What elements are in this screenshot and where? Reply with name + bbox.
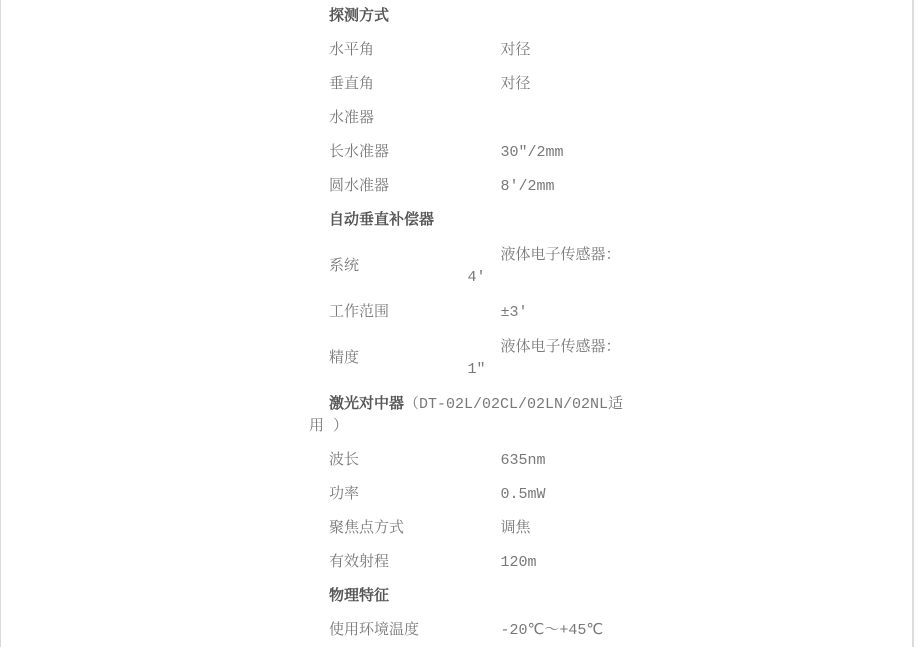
spec-value-line2: 1″ (467, 361, 486, 378)
section-title: 激光对中器 (329, 396, 405, 413)
spec-value: 120m (500, 554, 537, 571)
spec-value: 调焦 (500, 520, 531, 537)
spec-value-line1: 液体电子传感器： (500, 339, 621, 356)
spec-row (309, 136, 626, 170)
spec-value: 对径 (500, 76, 531, 93)
spec-label: 系统 (329, 258, 360, 275)
spec-value: 8′/2mm (500, 178, 555, 195)
section-header-cell (309, 388, 626, 444)
spec-value (468, 102, 627, 136)
spec-table (309, 0, 626, 648)
section-header-row (309, 0, 626, 34)
spec-value-line2: 4′ (467, 269, 486, 286)
spec-row (309, 546, 626, 580)
spec-label: 波长 (329, 452, 360, 469)
spec-label: 聚焦点方式 (329, 520, 405, 537)
spec-row (309, 512, 626, 546)
spec-value (468, 238, 627, 296)
section-header-row (309, 204, 626, 238)
spec-row (309, 170, 626, 204)
spec-value: 30″/2mm (500, 144, 564, 161)
section-header-row (309, 580, 626, 614)
section-header-cell (309, 580, 626, 614)
spec-label: 圆水准器 (329, 178, 390, 195)
section-header-row (309, 388, 626, 444)
spec-value: 对径 (500, 42, 531, 59)
section-header-cell (309, 0, 626, 34)
spec-label: 长水准器 (329, 144, 390, 161)
spec-label: 有效射程 (329, 554, 390, 571)
spec-value (468, 330, 627, 388)
section-title-suffix: （DT-02L/02CL/02LN/02NL适用 ） (309, 396, 624, 435)
spec-row (309, 68, 626, 102)
spec-row (309, 614, 626, 648)
spec-label: 功率 (329, 486, 360, 503)
spec-value: ±3′ (500, 304, 528, 321)
section-title: 探测方式 (329, 8, 390, 25)
spec-row (309, 330, 626, 388)
spec-row (309, 34, 626, 68)
spec-value: 0.5mW (500, 486, 546, 503)
spec-row (309, 296, 626, 330)
section-title: 物理特征 (329, 588, 390, 605)
spec-label: 水平角 (329, 42, 375, 59)
spec-table-body (309, 0, 626, 648)
spec-label: 精度 (329, 350, 360, 367)
spec-row (309, 238, 626, 296)
spec-label: 使用环境温度 (329, 622, 420, 639)
spec-row (309, 478, 626, 512)
spec-row (309, 444, 626, 478)
spec-label: 水准器 (329, 110, 375, 127)
spec-value: 635nm (500, 452, 546, 469)
spec-value-line1: 液体电子传感器： (500, 247, 621, 264)
spec-label: 垂直角 (329, 76, 375, 93)
spec-value: -20℃～+45℃ (500, 622, 604, 639)
section-header-cell (309, 204, 626, 238)
spec-label: 工作范围 (329, 304, 390, 321)
section-title: 自动垂直补偿器 (329, 212, 435, 229)
spec-row (309, 102, 626, 136)
